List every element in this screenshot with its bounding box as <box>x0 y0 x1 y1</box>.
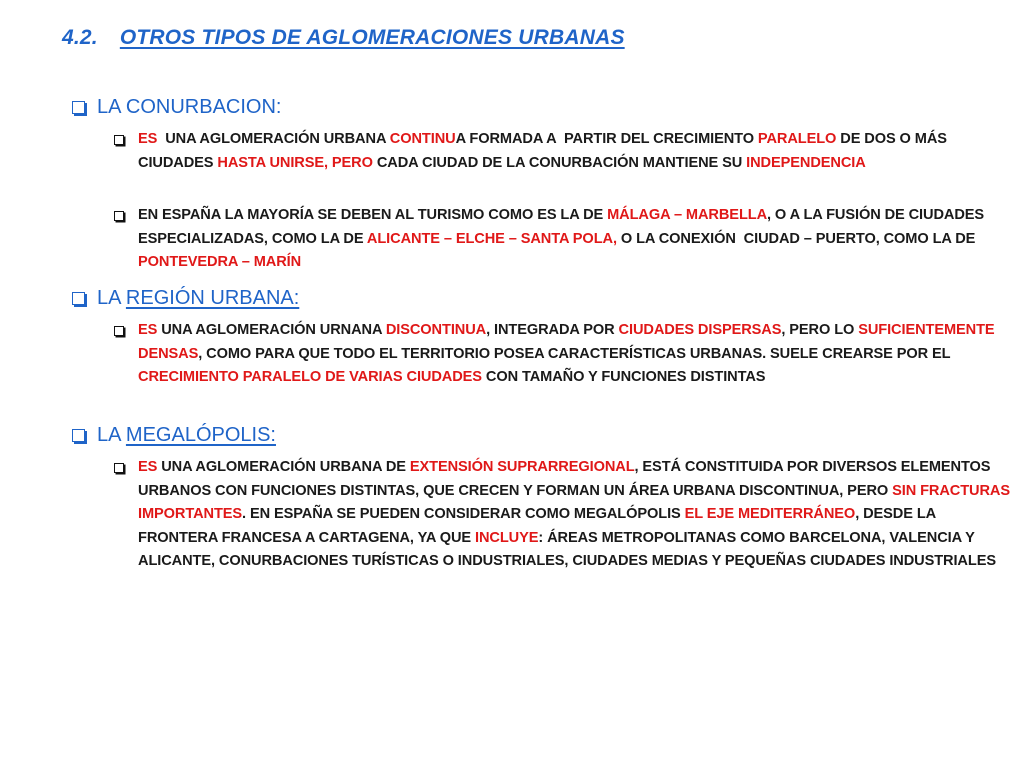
highlighted-text: PARALELO <box>757 131 837 147</box>
highlighted-text: SIN FRACTURAS IMPORTANTES <box>138 482 1014 522</box>
body-text: , INTEGRADA POR <box>486 322 619 338</box>
title-text: OTROS TIPOS DE AGLOMERACIONES URBANAS <box>119 26 625 49</box>
heading-conurbacion <box>72 96 281 119</box>
highlighted-text: ES <box>138 131 158 147</box>
highlighted-text: ES <box>138 459 158 475</box>
highlighted-text: ES <box>138 322 158 338</box>
body-text: UNA AGLOMERACIÓN URBANA <box>157 131 390 147</box>
checkbox-bullet-icon <box>72 429 85 442</box>
body-text: , ESTÁ CONSTITUIDA POR DIVERSOS ELEMENTOS URBANOS CON FUNCIONES DISTINTAS, QUE CRECEN Y FORMAN UN ÁREA URBANA DISCONTINUA, PERO <box>138 459 995 499</box>
body-text: , PERO LO <box>781 322 859 338</box>
checkbox-bullet-icon <box>114 135 124 145</box>
checkbox-bullet-icon <box>114 463 124 473</box>
heading-text: LA CONURBACION: <box>97 96 282 118</box>
heading-underlined: REGIÓN URBANA: <box>125 287 300 309</box>
checkbox-bullet-icon <box>72 292 85 305</box>
body-text: : ÁREAS METROPOLITANAS COMO BARCELONA, VALENCIA Y ALICANTE, CONURBACIONES TURÍSTICAS O INDUSTRIALES, CIUDADES MEDIAS Y PEQUEÑAS CIUDADES INDUSTRIALES <box>138 529 996 569</box>
paragraph-megalopolis <box>138 456 1018 574</box>
paragraph-text <box>138 322 999 385</box>
highlighted-text: EL EJE MEDITERRÁNEO <box>684 506 856 522</box>
highlighted-text: ALICANTE – ELCHE – SANTA POLA, <box>366 230 617 247</box>
highlighted-text: INCLUYE <box>475 529 539 546</box>
highlighted-text: SUFICIENTEMENTE DENSAS <box>138 322 999 362</box>
body-text: , COMO PARA QUE TODO EL TERRITORIO POSEA CARACTERÍSTICAS URBANAS. SUELE CREARSE POR EL <box>198 345 955 362</box>
highlighted-text: CONTINU <box>389 131 456 147</box>
body-text: DE DOS O MÁS CIUDADES <box>138 131 951 171</box>
highlighted-text: HASTA UNIRSE, PERO <box>217 154 373 171</box>
highlighted-text: DISCONTINUA <box>385 322 487 338</box>
highlighted-text: PONTEVEDRA – MARÍN <box>138 254 302 270</box>
slide-title <box>62 26 625 50</box>
heading-prefix: LA <box>97 424 126 446</box>
body-text: O LA CONEXIÓN CIUDAD – PUERTO, COMO LA DE <box>616 230 980 247</box>
body-text: CON TAMAÑO Y FUNCIONES DISTINTAS <box>481 369 766 385</box>
heading-region-urbana <box>72 287 299 310</box>
paragraph-text <box>138 207 988 270</box>
title-number: 4.2. <box>62 26 98 49</box>
body-text: , O A LA FUSIÓN DE CIUDADES ESPECIALIZADAS, COMO LA DE <box>138 207 989 247</box>
highlighted-text: INDEPENDENCIA <box>746 154 866 171</box>
highlighted-text: MÁLAGA – MARBELLA <box>607 207 768 223</box>
highlighted-text: CRECIMIENTO PARALELO DE VARIAS CIUDADES <box>138 369 482 385</box>
body-text: CADA CIUDAD DE LA CONURBACIÓN MANTIENE SU <box>372 154 747 171</box>
body-text: . EN ESPAÑA SE PUEDEN CONSIDERAR COMO MEGALÓPOLIS <box>242 506 685 522</box>
body-text: EN ESPAÑA LA MAYORÍA SE DEBEN AL TURISMO COMO ES LA DE <box>138 207 608 223</box>
body-text: , DESDE LA FRONTERA FRANCESA A CARTAGENA, YA QUE <box>138 506 940 546</box>
paragraph-region-urbana <box>138 319 1018 390</box>
paragraph-conurbacion-spain <box>138 204 1018 275</box>
heading-underlined: MEGALÓPOLIS: <box>125 424 276 446</box>
body-text: A FORMADA A PARTIR DEL CRECIMIENTO <box>455 131 758 147</box>
body-text: UNA AGLOMERACIÓN URBANA DE <box>157 459 410 475</box>
paragraph-conurbacion-definition <box>138 128 1018 175</box>
checkbox-bullet-icon <box>72 101 85 114</box>
paragraph-text <box>138 131 951 171</box>
highlighted-text: EXTENSIÓN SUPRARREGIONAL <box>409 459 635 475</box>
highlighted-text: CIUDADES DISPERSAS <box>618 322 782 338</box>
body-text: UNA AGLOMERACIÓN URNANA <box>157 322 386 338</box>
heading-prefix: LA <box>97 287 126 309</box>
paragraph-text <box>138 459 1014 569</box>
heading-megalopolis <box>72 424 276 447</box>
checkbox-bullet-icon <box>114 326 124 336</box>
checkbox-bullet-icon <box>114 211 124 221</box>
